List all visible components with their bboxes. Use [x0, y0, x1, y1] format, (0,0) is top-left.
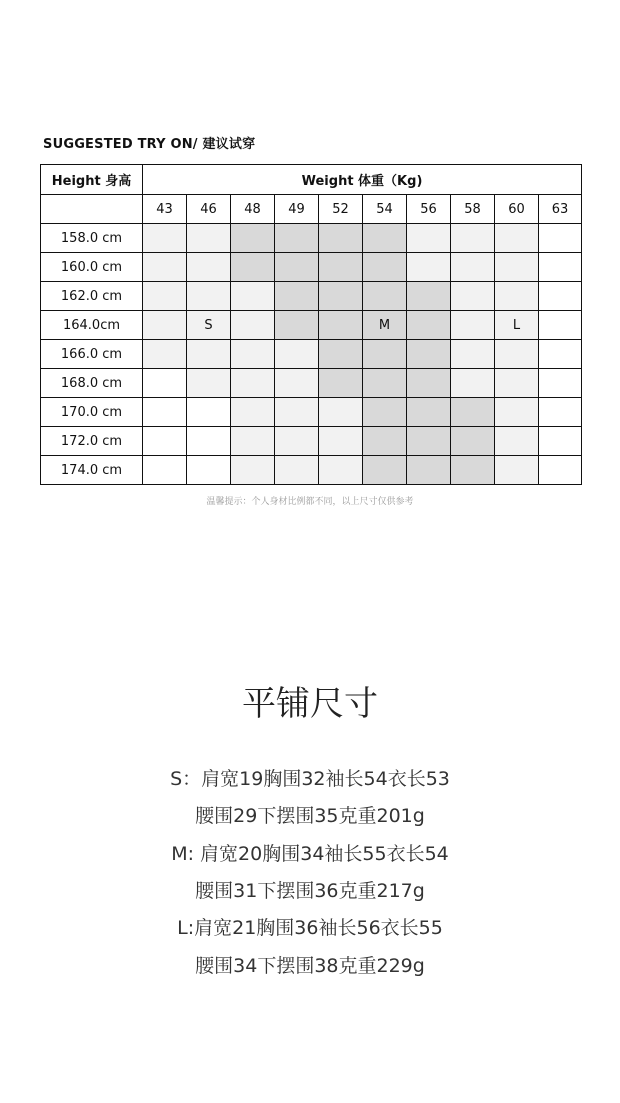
fit-cell	[187, 398, 231, 427]
fit-cell	[363, 282, 407, 311]
fit-cell	[407, 456, 451, 485]
table-row	[41, 427, 582, 456]
fit-cell	[451, 311, 495, 340]
measurement-line-m-2: 腰围31下摆围36克重217g	[195, 880, 425, 902]
fit-cell	[495, 369, 539, 398]
table-row	[41, 369, 582, 398]
fit-cell	[407, 398, 451, 427]
fit-cell	[143, 340, 187, 369]
fit-cell	[143, 282, 187, 311]
fit-cell	[275, 456, 319, 485]
fit-cell	[275, 282, 319, 311]
fit-cell	[495, 340, 539, 369]
fit-cell	[275, 369, 319, 398]
fit-cell	[143, 427, 187, 456]
fit-cell	[451, 282, 495, 311]
fit-cell	[319, 456, 363, 485]
flat-size-title: 平铺尺寸	[242, 684, 378, 724]
fit-cell	[539, 427, 582, 456]
fit-cell	[407, 427, 451, 456]
weight-header-cell: 58	[451, 195, 495, 224]
fit-cell	[363, 427, 407, 456]
fit-cell	[275, 311, 319, 340]
fit-cell	[451, 224, 495, 253]
weight-header-cell: 54	[363, 195, 407, 224]
fit-cell	[407, 340, 451, 369]
fit-cell	[319, 398, 363, 427]
table-row	[41, 282, 582, 311]
fit-cell	[187, 456, 231, 485]
fit-cell	[495, 224, 539, 253]
height-cell: 172.0 cm	[41, 427, 143, 456]
fit-cell	[319, 253, 363, 282]
measurement-line-m-1: M: 肩宽20胸围34袖长55衣长54	[171, 843, 449, 865]
fit-cell	[407, 369, 451, 398]
weight-header-cell: 56	[407, 195, 451, 224]
fit-cell	[451, 369, 495, 398]
size-chart-table	[40, 164, 582, 485]
fit-cell	[539, 253, 582, 282]
weight-header: Weight 体重（Kg)	[143, 165, 582, 195]
weight-header-cell: 52	[319, 195, 363, 224]
fit-cell	[231, 311, 275, 340]
fit-cell	[539, 340, 582, 369]
size-marker: M	[363, 311, 407, 340]
weight-header-cell: 48	[231, 195, 275, 224]
fit-cell	[495, 456, 539, 485]
fit-cell	[187, 340, 231, 369]
blank-corner-cell	[41, 195, 143, 224]
fit-cell	[539, 369, 582, 398]
table-row	[41, 224, 582, 253]
fit-cell	[363, 398, 407, 427]
fit-cell	[275, 398, 319, 427]
height-header: Height 身高	[41, 165, 143, 195]
table-row	[41, 398, 582, 427]
fit-cell	[319, 282, 363, 311]
fit-cell	[319, 311, 363, 340]
fit-cell	[231, 340, 275, 369]
section-heading: SUGGESTED TRY ON/ 建议试穿	[43, 137, 256, 152]
fit-cell	[363, 456, 407, 485]
fit-cell	[187, 224, 231, 253]
fit-cell	[231, 427, 275, 456]
weight-header-cell: 43	[143, 195, 187, 224]
fit-cell	[319, 224, 363, 253]
measurement-line-s-2: 腰围29下摆围35克重201g	[195, 805, 425, 827]
fit-cell	[143, 398, 187, 427]
fit-cell	[275, 253, 319, 282]
measurement-line-l-2: 腰围34下摆围38克重229g	[195, 955, 425, 977]
fit-cell	[495, 427, 539, 456]
fit-cell	[143, 311, 187, 340]
fit-cell	[319, 369, 363, 398]
measurement-line-l-1: L:肩宽21胸围36袖长56衣长55	[177, 917, 443, 939]
height-cell: 166.0 cm	[41, 340, 143, 369]
table-row	[41, 253, 582, 282]
fit-cell	[539, 311, 582, 340]
height-cell: 174.0 cm	[41, 456, 143, 485]
fit-cell	[495, 282, 539, 311]
fit-cell	[187, 369, 231, 398]
fit-cell	[231, 369, 275, 398]
fit-cell	[451, 340, 495, 369]
fit-cell	[539, 398, 582, 427]
fit-cell	[231, 253, 275, 282]
fit-cell	[143, 456, 187, 485]
fit-cell	[451, 398, 495, 427]
fit-cell	[407, 282, 451, 311]
size-note: 温馨提示：个人身材比例都不同，以上尺寸仅供参考	[206, 497, 414, 507]
fit-cell	[275, 224, 319, 253]
height-cell: 164.0cm	[41, 311, 143, 340]
table-row	[41, 311, 582, 340]
table-row	[41, 456, 582, 485]
fit-cell	[539, 282, 582, 311]
fit-cell	[451, 253, 495, 282]
fit-cell	[143, 369, 187, 398]
fit-cell	[143, 253, 187, 282]
weight-header-cell: 60	[495, 195, 539, 224]
fit-cell	[495, 398, 539, 427]
fit-cell	[407, 224, 451, 253]
fit-cell	[451, 456, 495, 485]
fit-cell	[363, 253, 407, 282]
weight-header-cell: 63	[539, 195, 582, 224]
fit-cell	[539, 224, 582, 253]
fit-cell	[363, 369, 407, 398]
fit-cell	[451, 427, 495, 456]
fit-cell	[407, 253, 451, 282]
size-marker: L	[495, 311, 539, 340]
height-cell: 170.0 cm	[41, 398, 143, 427]
fit-cell	[187, 427, 231, 456]
fit-cell	[187, 282, 231, 311]
fit-cell	[231, 456, 275, 485]
size-marker: S	[187, 311, 231, 340]
fit-cell	[187, 253, 231, 282]
fit-cell	[319, 427, 363, 456]
height-cell: 162.0 cm	[41, 282, 143, 311]
fit-cell	[407, 311, 451, 340]
table-row	[41, 340, 582, 369]
weight-header-cell: 46	[187, 195, 231, 224]
fit-cell	[231, 224, 275, 253]
fit-cell	[231, 282, 275, 311]
fit-cell	[363, 224, 407, 253]
fit-cell	[363, 340, 407, 369]
fit-cell	[275, 340, 319, 369]
fit-cell	[275, 427, 319, 456]
weight-header-cell: 49	[275, 195, 319, 224]
measurement-line-s-1: S：肩宽19胸围32袖长54衣长53	[170, 768, 450, 790]
fit-cell	[231, 398, 275, 427]
height-cell: 158.0 cm	[41, 224, 143, 253]
fit-cell	[319, 340, 363, 369]
height-cell: 168.0 cm	[41, 369, 143, 398]
fit-cell	[495, 253, 539, 282]
fit-cell	[143, 224, 187, 253]
fit-cell	[539, 456, 582, 485]
height-cell: 160.0 cm	[41, 253, 143, 282]
